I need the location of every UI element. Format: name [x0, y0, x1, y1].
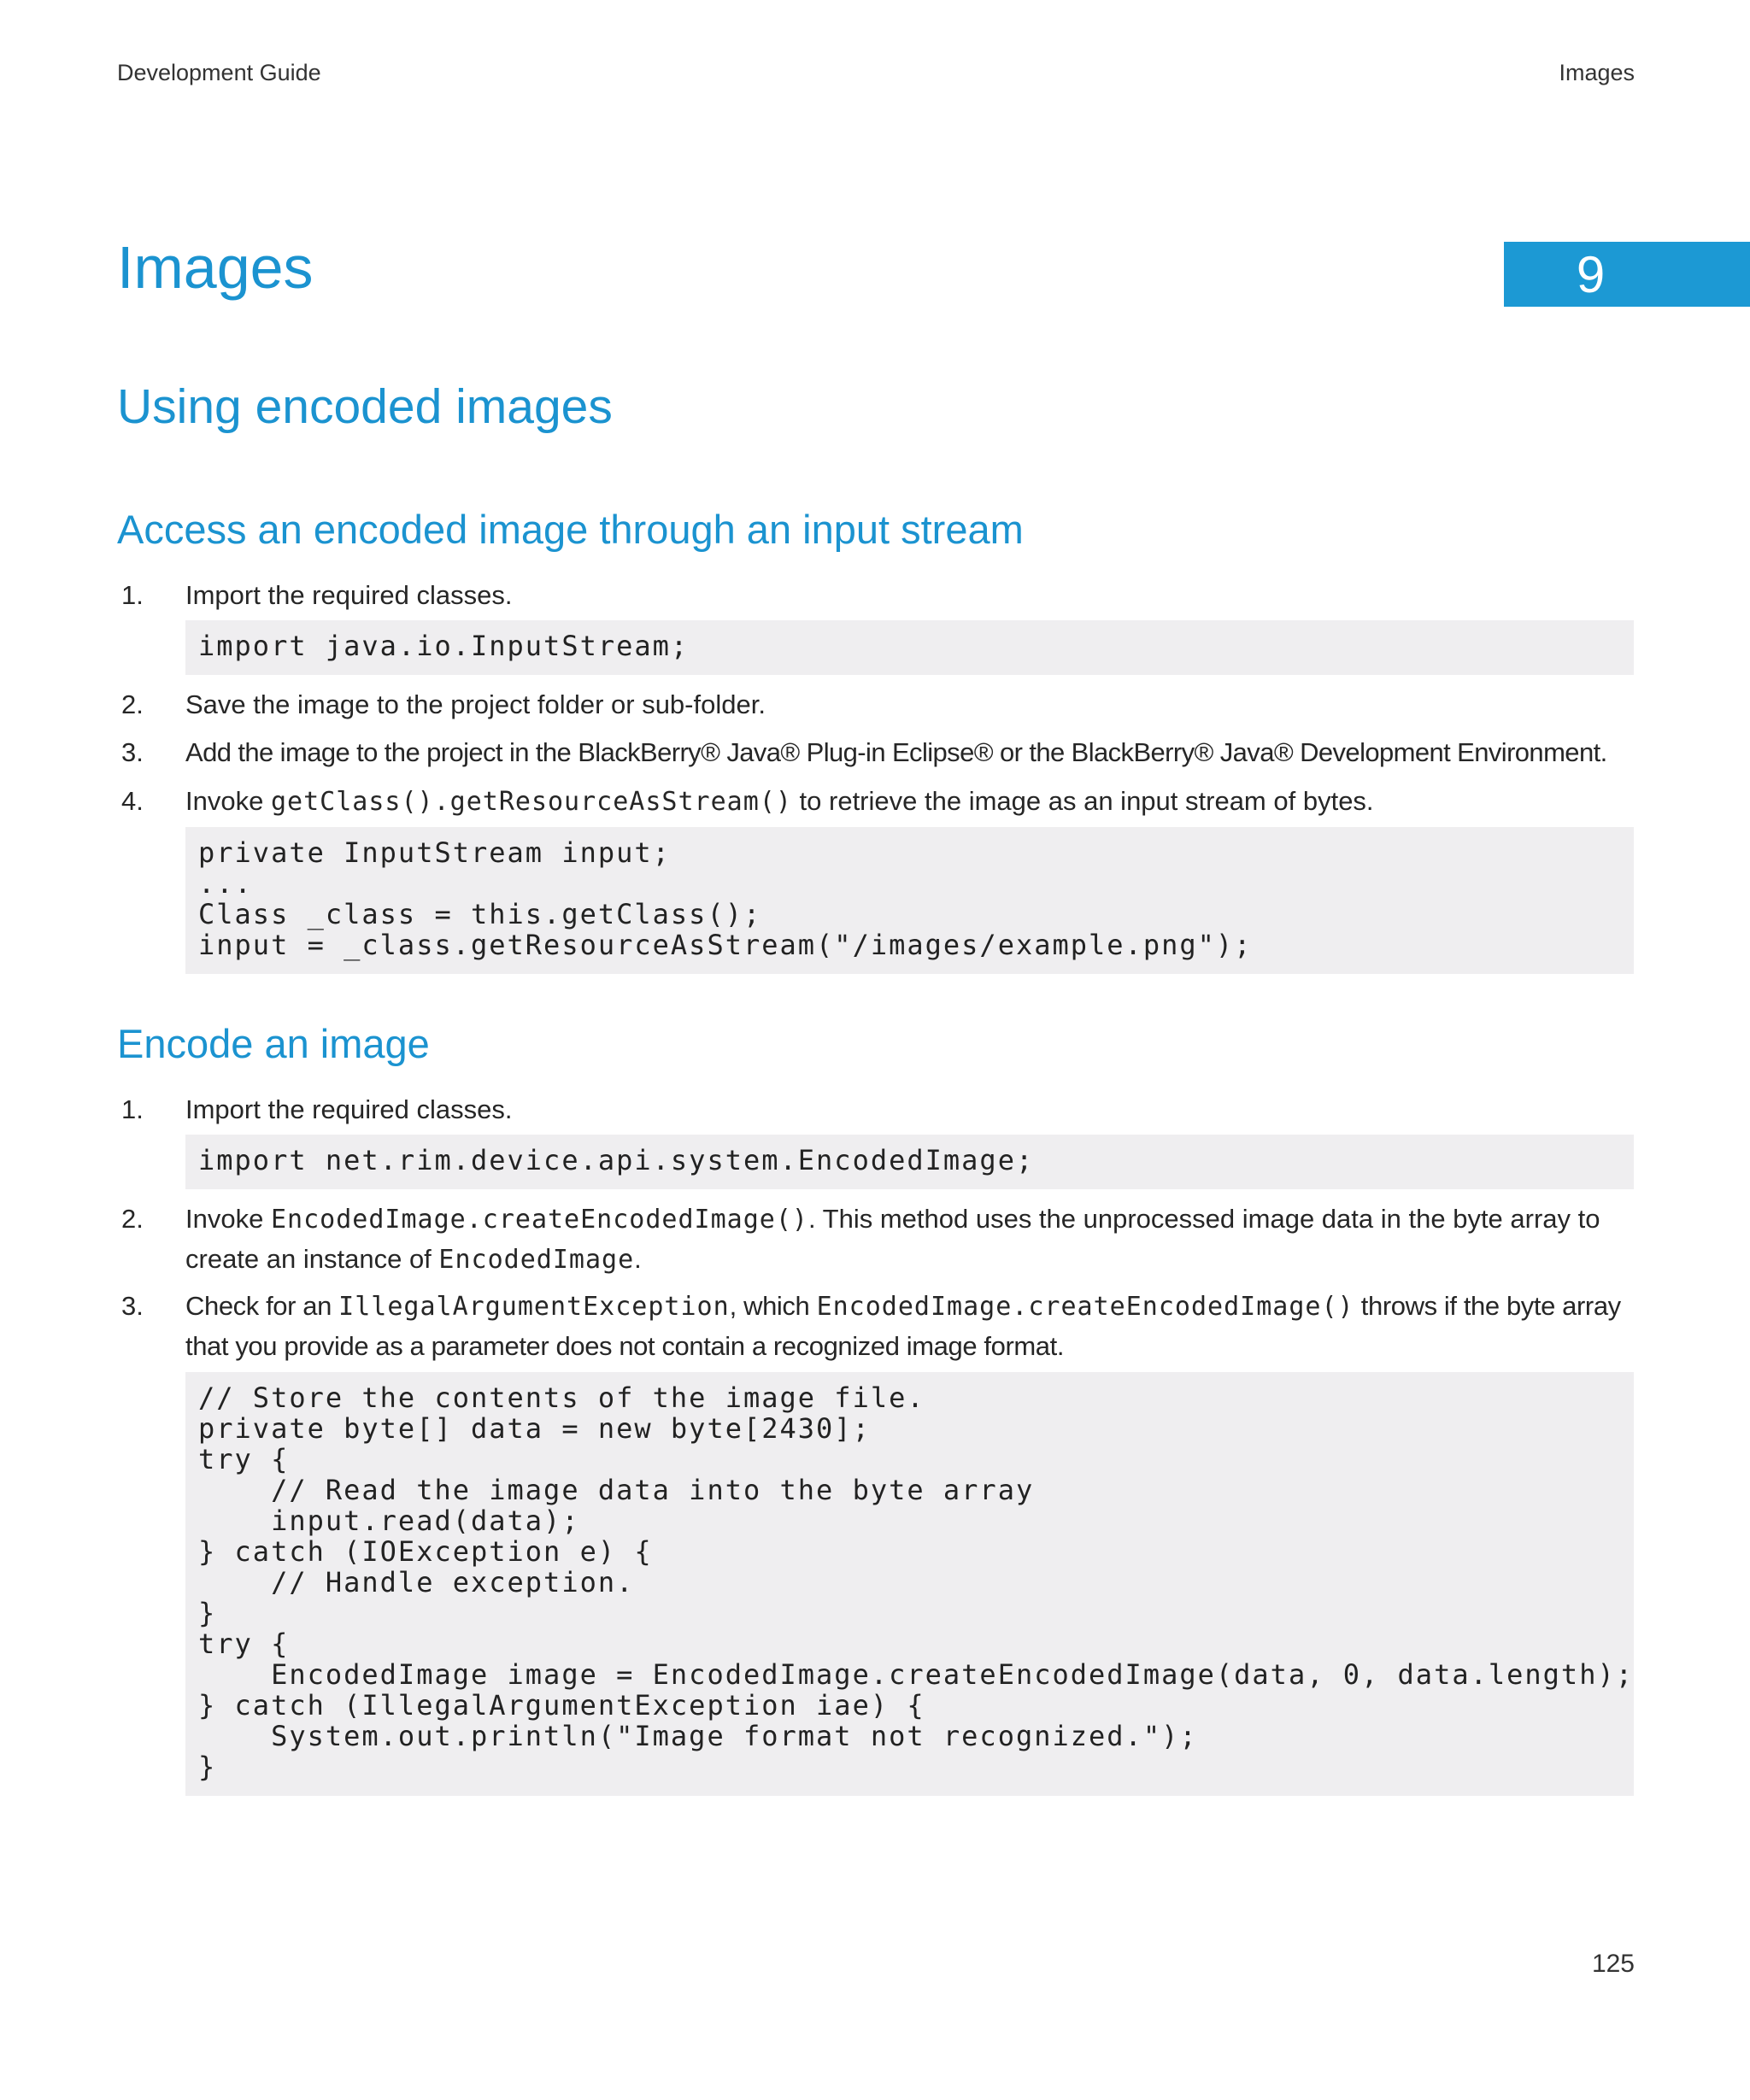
code-line: EncodedImage image = EncodedImage.createEncodedImage(data, 0, data.length); — [198, 1658, 1634, 1691]
step-text — [185, 782, 1634, 822]
code-line: } catch (IllegalArgumentException iae) { — [198, 1689, 925, 1722]
code-line: Class _class = this.getClass(); — [198, 898, 762, 930]
step-text-part: . — [634, 1244, 642, 1274]
inline-code: IllegalArgumentException — [338, 1292, 730, 1322]
code-block-import-inputstream — [185, 620, 1634, 675]
step-number: 1. — [121, 580, 144, 610]
code-line: input.read(data); — [198, 1505, 580, 1537]
step-text-part: to retrieve the image as an input stream of bytes. — [791, 786, 1374, 816]
code-line: input = _class.getResourceAsStream("/images/example.png"); — [198, 929, 1253, 961]
inline-code: EncodedImage.createEncodedImage() — [270, 1205, 808, 1235]
code-line: private byte[] data = new byte[2430]; — [198, 1412, 871, 1445]
step-number: 2. — [121, 1204, 144, 1234]
step-number: 2. — [121, 689, 144, 719]
step-text-part: Invoke — [185, 786, 271, 816]
chapter-number-tab: 9 — [1504, 242, 1750, 307]
inline-code: EncodedImage.createEncodedImage() — [816, 1292, 1354, 1322]
code-line: } — [198, 1751, 217, 1783]
code-line: // Store the contents of the image file. — [198, 1381, 925, 1414]
step-text — [185, 1200, 1634, 1280]
section-title: Using encoded images — [117, 379, 613, 434]
page-number: 125 — [1591, 1950, 1635, 1978]
step-text-part: . This method uses the unprocessed image data in the byte array to create an instance of — [185, 1204, 1600, 1274]
code-line: try { — [198, 1628, 290, 1660]
running-header-guide: Development Guide — [117, 60, 321, 85]
chapter-title: Images — [117, 234, 314, 301]
code-line: } — [198, 1597, 217, 1629]
code-line: ... — [198, 867, 253, 900]
code-line: import net.rim.device.api.system.EncodedImage; — [198, 1144, 1035, 1176]
step-text-part: Check for an — [185, 1291, 339, 1321]
step-text-part: Invoke — [185, 1204, 271, 1234]
step-text: Add the image to the project in the BlackBerry® Java® Plug-in Eclipse® or the BlackBerry® Java® Development Environment. — [185, 737, 1607, 767]
step-number: 3. — [121, 737, 144, 767]
step-text: Save the image to the project folder or sub-folder. — [185, 689, 766, 719]
step-number: 4. — [121, 786, 144, 816]
code-line: // Read the image data into the byte array — [198, 1474, 1035, 1506]
step-text — [185, 1287, 1634, 1366]
code-line: System.out.println("Image format not recognized."); — [198, 1720, 1198, 1752]
step-text: Import the required classes. — [185, 1094, 513, 1124]
step-number: 3. — [121, 1291, 144, 1321]
subsection-title-encode-image: Encode an image — [117, 1021, 430, 1066]
code-line: private InputStream input; — [198, 836, 671, 869]
running-header-chapter: Images — [1559, 60, 1635, 85]
code-block-getresource — [185, 827, 1634, 974]
step-text-part: throws if the byte array that you provide as a parameter does not contain a recognized image format. — [185, 1291, 1621, 1361]
step-number: 1. — [121, 1094, 144, 1124]
code-line: import java.io.InputStream; — [198, 630, 690, 662]
inline-code: getClass().getResourceAsStream() — [270, 787, 792, 817]
code-line: try { — [198, 1443, 290, 1475]
step-text: Import the required classes. — [185, 580, 513, 610]
inline-code: EncodedImage — [438, 1245, 635, 1275]
code-line: // Handle exception. — [198, 1566, 635, 1598]
step-text-part: , which — [729, 1291, 817, 1321]
code-block-import-encodedimage — [185, 1135, 1634, 1189]
code-block-encode-image — [185, 1372, 1634, 1796]
subsection-title-input-stream: Access an encoded image through an input stream — [117, 507, 1024, 552]
code-line: } catch (IOException e) { — [198, 1535, 653, 1568]
